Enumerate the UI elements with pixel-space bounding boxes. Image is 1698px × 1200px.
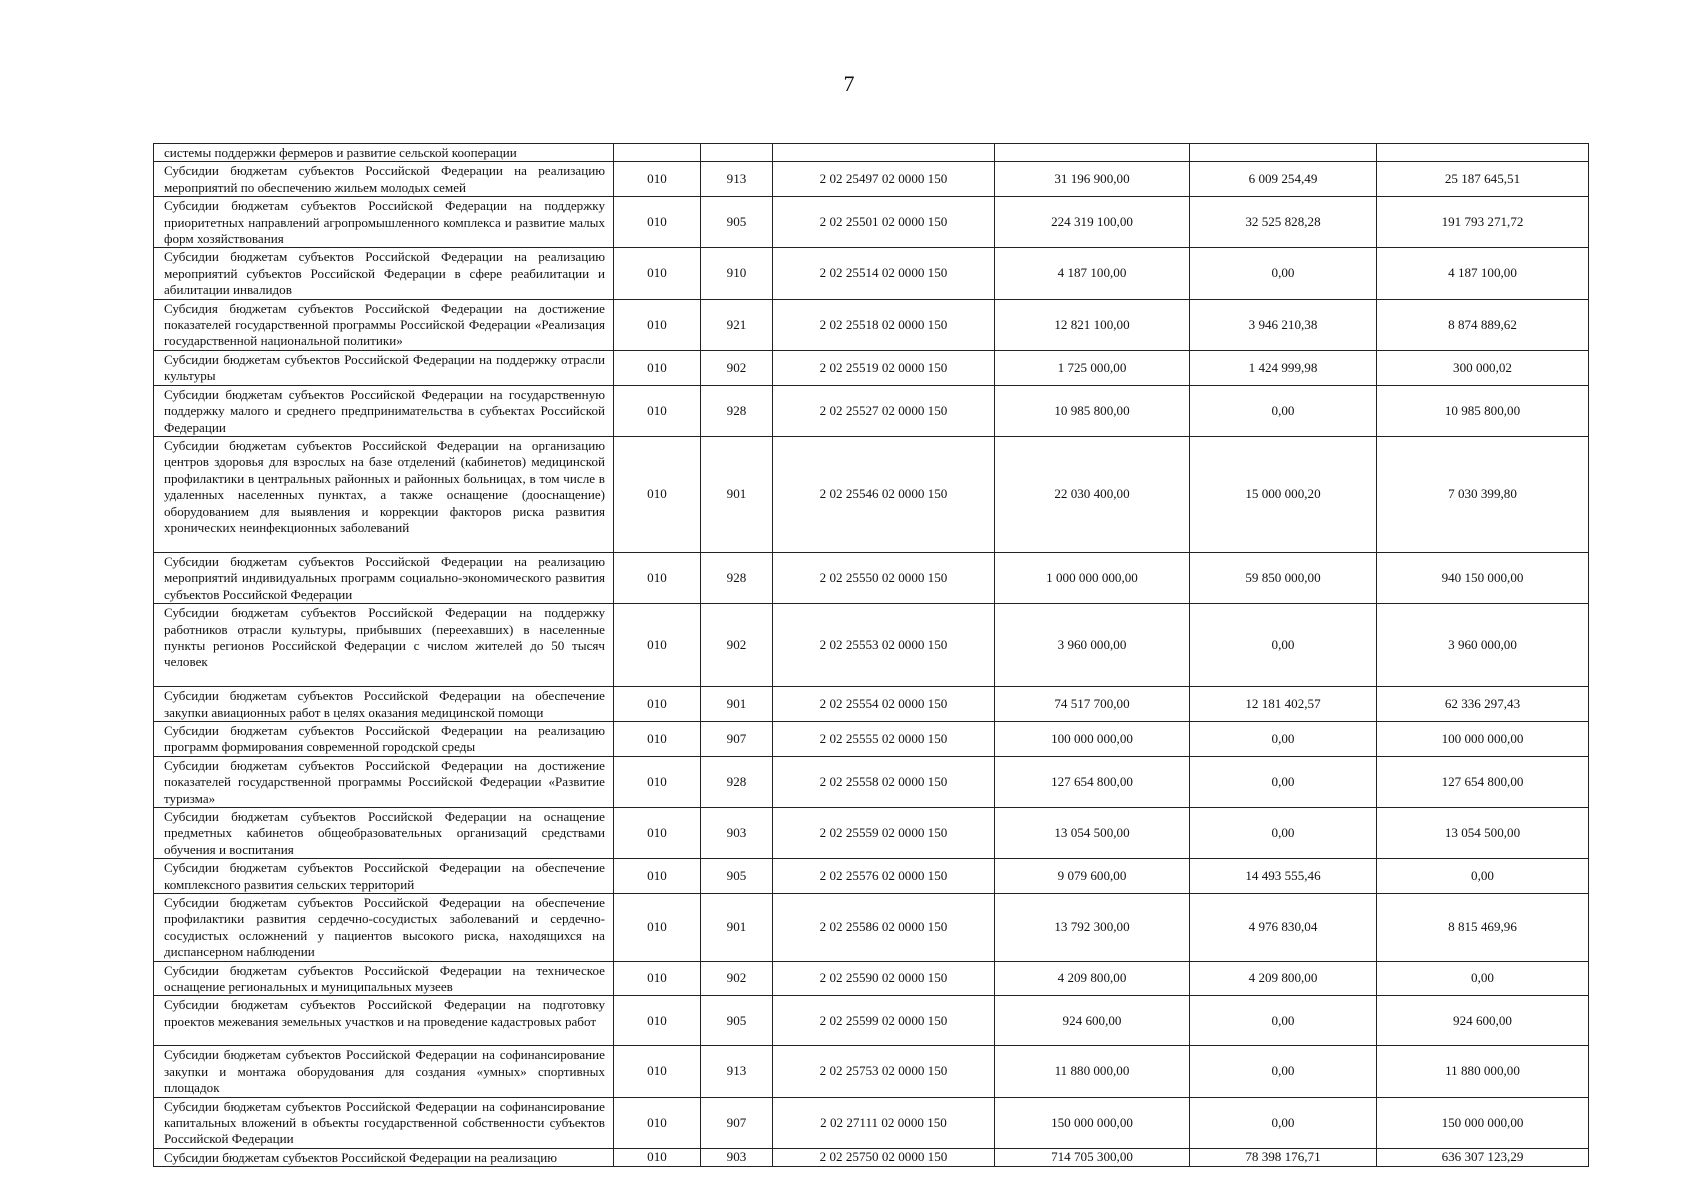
table-row: [154, 721, 1589, 756]
row-description: Субсидии бюджетам субъектов Российской Федерации на реализацию: [154, 1148, 614, 1166]
row-amount-1: 127 654 800,00: [995, 756, 1190, 807]
row-amount-1: 714 705 300,00: [995, 1148, 1190, 1166]
row-amount-3: 13 054 500,00: [1377, 807, 1589, 858]
row-amount-1: 13 054 500,00: [995, 807, 1190, 858]
row-code-2: 903: [701, 1148, 773, 1166]
table-row: [154, 961, 1589, 996]
row-code-1: 010: [614, 721, 701, 756]
row-amount-2: 3 946 210,38: [1190, 299, 1377, 350]
row-kbk: 2 02 25559 02 0000 150: [773, 807, 995, 858]
row-amount-1: [995, 144, 1190, 162]
row-code-1: 010: [614, 248, 701, 299]
row-description: Субсидии бюджетам субъектов Российской Федерации на техническое оснащение региональных и муниципальных музеев: [154, 961, 614, 996]
row-kbk: 2 02 25576 02 0000 150: [773, 859, 995, 894]
row-kbk: 2 02 25554 02 0000 150: [773, 687, 995, 722]
row-amount-2: [1190, 144, 1377, 162]
row-code-2: 905: [701, 197, 773, 248]
row-description: Субсидии бюджетам субъектов Российской Федерации на реализацию мероприятий субъектов Российской Федерации в сфере реабилитации и абилитации инвалидов: [154, 248, 614, 299]
row-code-2: 910: [701, 248, 773, 299]
row-amount-3: 127 654 800,00: [1377, 756, 1589, 807]
row-description: Субсидии бюджетам субъектов Российской Федерации на поддержку работников отрасли культуры, прибывших (переехавших) в населенные пункты регионов Российской Федерации с числом жителей до 50 тысяч человек: [154, 604, 614, 687]
table-row: [154, 162, 1589, 197]
row-code-1: 010: [614, 756, 701, 807]
row-amount-2: 14 493 555,46: [1190, 859, 1377, 894]
row-kbk: 2 02 25555 02 0000 150: [773, 721, 995, 756]
row-code-2: 921: [701, 299, 773, 350]
row-amount-3: 3 960 000,00: [1377, 604, 1589, 687]
row-code-1: 010: [614, 385, 701, 436]
row-amount-1: 224 319 100,00: [995, 197, 1190, 248]
row-kbk: 2 02 25519 02 0000 150: [773, 350, 995, 385]
row-description: Субсидии бюджетам субъектов Российской Федерации на обеспечение профилактики развития сердечно-сосудистых заболеваний и сердечно-сосудистых осложнений у пациентов высокого риска, находящихся на диспансерном наблюдении: [154, 894, 614, 962]
row-amount-2: 0,00: [1190, 1046, 1377, 1097]
row-amount-3: 11 880 000,00: [1377, 1046, 1589, 1097]
row-kbk: 2 02 25599 02 0000 150: [773, 996, 995, 1046]
row-amount-3: 8 874 889,62: [1377, 299, 1589, 350]
row-amount-1: 1 725 000,00: [995, 350, 1190, 385]
row-description: Субсидии бюджетам субъектов Российской Федерации на реализацию программ формирования современной городской среды: [154, 721, 614, 756]
row-kbk: 2 02 25497 02 0000 150: [773, 162, 995, 197]
row-code-1: [614, 144, 701, 162]
row-amount-2: 0,00: [1190, 1097, 1377, 1148]
row-description: Субсидии бюджетам субъектов Российской Федерации на софинансирование капитальных вложений в объекты государственной собственности субъектов Российской Федерации: [154, 1097, 614, 1148]
row-description: Субсидии бюджетам субъектов Российской Федерации на обеспечение закупки авиационных работ в целях оказания медицинской помощи: [154, 687, 614, 722]
table-row: [154, 894, 1589, 962]
row-code-2: 901: [701, 687, 773, 722]
row-amount-2: 78 398 176,71: [1190, 1148, 1377, 1166]
row-code-2: 901: [701, 894, 773, 962]
row-code-2: 905: [701, 996, 773, 1046]
row-code-2: 928: [701, 385, 773, 436]
row-amount-3: 924 600,00: [1377, 996, 1589, 1046]
row-amount-3: 8 815 469,96: [1377, 894, 1589, 962]
row-amount-2: 4 209 800,00: [1190, 961, 1377, 996]
row-amount-2: 15 000 000,20: [1190, 436, 1377, 552]
table-row: [154, 859, 1589, 894]
table-row: [154, 248, 1589, 299]
row-description: Субсидии бюджетам субъектов Российской Федерации на поддержку отрасли культуры: [154, 350, 614, 385]
row-kbk: 2 02 25514 02 0000 150: [773, 248, 995, 299]
row-code-1: 010: [614, 162, 701, 197]
row-description: Субсидии бюджетам субъектов Российской Федерации на софинансирование закупки и монтажа оборудования для создания «умных» спортивных площадок: [154, 1046, 614, 1097]
row-code-2: 903: [701, 807, 773, 858]
table-row: [154, 436, 1589, 552]
row-kbk: 2 02 25518 02 0000 150: [773, 299, 995, 350]
row-kbk: 2 02 25550 02 0000 150: [773, 552, 995, 603]
row-amount-1: 1 000 000 000,00: [995, 552, 1190, 603]
row-amount-3: 100 000 000,00: [1377, 721, 1589, 756]
row-code-2: 913: [701, 1046, 773, 1097]
row-description: Субсидии бюджетам субъектов Российской Федерации на организацию центров здоровья для взрослых на базе отделений (кабинетов) медицинской профилактики в центральных районных и районных больницах, в том числе в удаленных населенных пунктах, а также оснащение (дооснащение) оборудованием для выявления и коррекции факторов риска развития хронических неинфекционных заболеваний: [154, 436, 614, 552]
row-code-1: 010: [614, 961, 701, 996]
row-kbk: 2 02 25558 02 0000 150: [773, 756, 995, 807]
row-code-2: 902: [701, 604, 773, 687]
row-code-2: 907: [701, 1097, 773, 1148]
row-amount-2: 4 976 830,04: [1190, 894, 1377, 962]
row-code-1: 010: [614, 299, 701, 350]
row-amount-3: 191 793 271,72: [1377, 197, 1589, 248]
budget-table: [153, 143, 1589, 1167]
row-code-1: 010: [614, 604, 701, 687]
row-amount-1: 150 000 000,00: [995, 1097, 1190, 1148]
row-kbk: 2 02 25553 02 0000 150: [773, 604, 995, 687]
row-kbk: 2 02 25590 02 0000 150: [773, 961, 995, 996]
row-amount-1: 22 030 400,00: [995, 436, 1190, 552]
row-amount-3: 636 307 123,29: [1377, 1148, 1589, 1166]
row-code-1: 010: [614, 1097, 701, 1148]
row-amount-2: 6 009 254,49: [1190, 162, 1377, 197]
row-code-2: 928: [701, 756, 773, 807]
row-amount-1: 11 880 000,00: [995, 1046, 1190, 1097]
row-description: Субсидии бюджетам субъектов Российской Федерации на оснащение предметных кабинетов общеобразовательных организаций средствами обучения и воспитания: [154, 807, 614, 858]
row-description: Субсидии бюджетам субъектов Российской Федерации на поддержку приоритетных направлений агропромышленного комплекса и развитие малых форм хозяйствования: [154, 197, 614, 248]
row-amount-2: 12 181 402,57: [1190, 687, 1377, 722]
row-code-2: [701, 144, 773, 162]
row-code-1: 010: [614, 350, 701, 385]
row-code-2: 913: [701, 162, 773, 197]
row-amount-3: 4 187 100,00: [1377, 248, 1589, 299]
row-amount-3: 0,00: [1377, 859, 1589, 894]
row-code-1: 010: [614, 552, 701, 603]
row-amount-2: 1 424 999,98: [1190, 350, 1377, 385]
row-amount-1: 9 079 600,00: [995, 859, 1190, 894]
row-code-2: 907: [701, 721, 773, 756]
table-row: [154, 299, 1589, 350]
table-row: [154, 385, 1589, 436]
row-amount-1: 4 187 100,00: [995, 248, 1190, 299]
row-code-1: 010: [614, 687, 701, 722]
row-code-2: 905: [701, 859, 773, 894]
row-kbk: 2 02 25527 02 0000 150: [773, 385, 995, 436]
row-kbk: 2 02 25753 02 0000 150: [773, 1046, 995, 1097]
row-amount-1: 31 196 900,00: [995, 162, 1190, 197]
row-amount-2: 0,00: [1190, 996, 1377, 1046]
row-code-1: 010: [614, 1046, 701, 1097]
row-amount-1: 3 960 000,00: [995, 604, 1190, 687]
row-amount-1: 13 792 300,00: [995, 894, 1190, 962]
row-amount-2: 0,00: [1190, 604, 1377, 687]
row-amount-2: 0,00: [1190, 756, 1377, 807]
row-amount-1: 10 985 800,00: [995, 385, 1190, 436]
row-description: Субсидии бюджетам субъектов Российской Федерации на подготовку проектов межевания земельных участков и на проведение кадастровых работ: [154, 996, 614, 1046]
table-row: [154, 144, 1589, 162]
row-amount-1: 12 821 100,00: [995, 299, 1190, 350]
table-row: [154, 1046, 1589, 1097]
row-amount-3: 300 000,02: [1377, 350, 1589, 385]
row-amount-2: 0,00: [1190, 385, 1377, 436]
row-description: Субсидии бюджетам субъектов Российской Федерации на реализацию мероприятий по обеспечению жильем молодых семей: [154, 162, 614, 197]
row-amount-1: 74 517 700,00: [995, 687, 1190, 722]
table-row: [154, 687, 1589, 722]
row-kbk: 2 02 25546 02 0000 150: [773, 436, 995, 552]
table-row: [154, 1148, 1589, 1166]
row-amount-1: 4 209 800,00: [995, 961, 1190, 996]
row-code-2: 902: [701, 350, 773, 385]
row-description: Субсидии бюджетам субъектов Российской Федерации на реализацию мероприятий индивидуальных программ социально-экономического развития субъектов Российской Федерации: [154, 552, 614, 603]
page-number: 7: [843, 71, 855, 96]
row-code-1: 010: [614, 436, 701, 552]
row-description: Субсидии бюджетам субъектов Российской Федерации на достижение показателей государственной программы Российской Федерации «Развитие туризма»: [154, 756, 614, 807]
row-amount-3: 25 187 645,51: [1377, 162, 1589, 197]
table-row: [154, 1097, 1589, 1148]
row-code-1: 010: [614, 859, 701, 894]
row-code-1: 010: [614, 894, 701, 962]
row-code-1: 010: [614, 807, 701, 858]
row-kbk: 2 02 27111 02 0000 150: [773, 1097, 995, 1148]
table-row: [154, 604, 1589, 687]
table-row: [154, 350, 1589, 385]
row-amount-2: 32 525 828,28: [1190, 197, 1377, 248]
row-amount-2: 0,00: [1190, 807, 1377, 858]
row-description: Субсидии бюджетам субъектов Российской Федерации на обеспечение комплексного развития сельских территорий: [154, 859, 614, 894]
row-kbk: [773, 144, 995, 162]
row-kbk: 2 02 25586 02 0000 150: [773, 894, 995, 962]
row-description: Субсидии бюджетам субъектов Российской Федерации на государственную поддержку малого и среднего предпринимательства в субъектах Российской Федерации: [154, 385, 614, 436]
row-amount-2: 0,00: [1190, 248, 1377, 299]
row-amount-3: 0,00: [1377, 961, 1589, 996]
row-amount-3: [1377, 144, 1589, 162]
row-code-2: 928: [701, 552, 773, 603]
row-amount-1: 924 600,00: [995, 996, 1190, 1046]
row-amount-3: 7 030 399,80: [1377, 436, 1589, 552]
table-row: [154, 756, 1589, 807]
table-row: [154, 197, 1589, 248]
table-row: [154, 807, 1589, 858]
row-amount-2: 0,00: [1190, 721, 1377, 756]
row-code-2: 901: [701, 436, 773, 552]
row-kbk: 2 02 25750 02 0000 150: [773, 1148, 995, 1166]
row-code-1: 010: [614, 1148, 701, 1166]
table-row: [154, 996, 1589, 1046]
row-code-2: 902: [701, 961, 773, 996]
row-code-1: 010: [614, 197, 701, 248]
row-amount-3: 10 985 800,00: [1377, 385, 1589, 436]
row-amount-3: 150 000 000,00: [1377, 1097, 1589, 1148]
row-amount-3: 940 150 000,00: [1377, 552, 1589, 603]
row-code-1: 010: [614, 996, 701, 1046]
row-description: Субсидия бюджетам субъектов Российской Федерации на достижение показателей государственной программы Российской Федерации «Реализация государственной национальной политики»: [154, 299, 614, 350]
row-amount-3: 62 336 297,43: [1377, 687, 1589, 722]
row-kbk: 2 02 25501 02 0000 150: [773, 197, 995, 248]
table-row: [154, 552, 1589, 603]
row-amount-2: 59 850 000,00: [1190, 552, 1377, 603]
row-description: системы поддержки фермеров и развитие сельской кооперации: [154, 144, 614, 162]
row-amount-1: 100 000 000,00: [995, 721, 1190, 756]
table-body: [154, 144, 1589, 1167]
